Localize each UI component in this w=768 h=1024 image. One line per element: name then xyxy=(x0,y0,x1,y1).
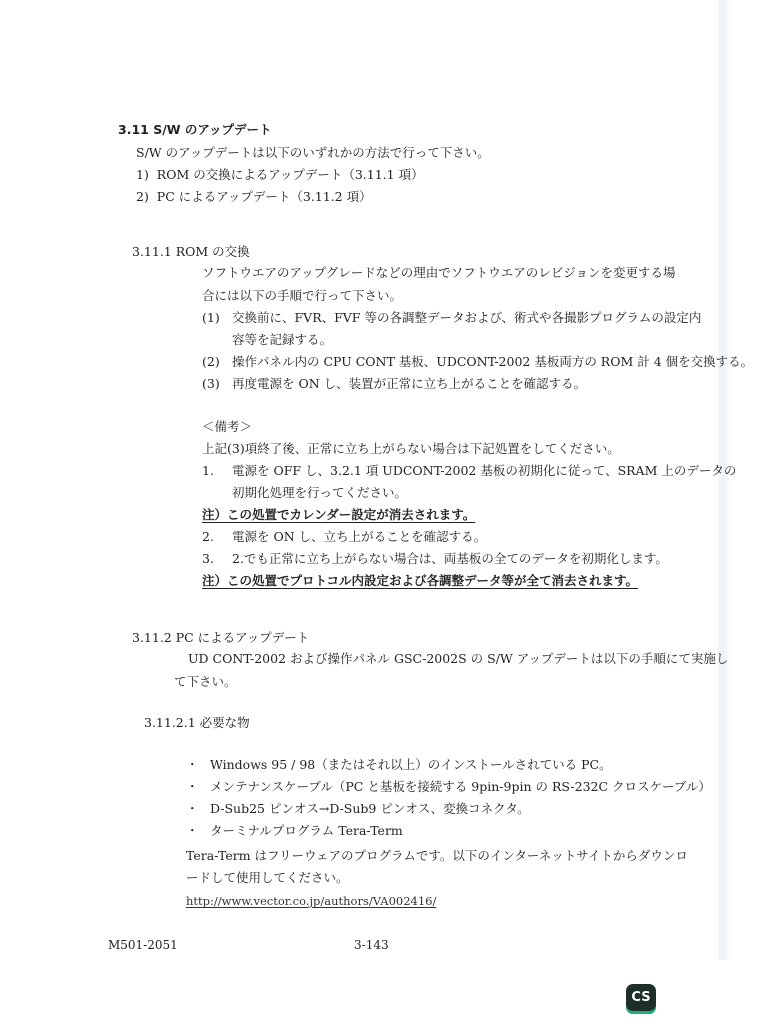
remark-1-num: 1. xyxy=(202,463,214,478)
method-1-text: ROM の交換によるアップデート（3.11.1 項） xyxy=(156,167,424,182)
scan-edge-shadow xyxy=(718,0,730,960)
download-url-link[interactable]: http://www.vector.co.jp/authors/VA002416/ xyxy=(186,894,437,908)
bullet-2: ・ xyxy=(186,779,199,794)
remark-2-num: 2. xyxy=(202,529,214,544)
section-intro: S/W のアップデートは以下のいずれかの方法で行って下さい。 xyxy=(136,145,490,160)
footer-doc-id: M501-2051 xyxy=(108,938,178,952)
pc-intro-line-1: UD CONT-2002 および操作パネル GSC-2002S の S/W アップデートは以下の手順にて実施し xyxy=(188,651,729,666)
rom-intro-line-2: 合には以下の手順で行って下さい。 xyxy=(202,288,403,303)
footer-page-number: 3-143 xyxy=(354,938,389,952)
method-2 xyxy=(136,189,372,205)
warning-note-calendar: 注）この処置でカレンダー設定が消去されます。 xyxy=(202,507,476,522)
bullet-4: ・ xyxy=(186,823,199,838)
required-item-cable: メンテナンスケーブル（PC と基板を接続する 9pin-9pin の RS-232C クロスケーブル） xyxy=(210,779,711,794)
required-item-pc: Windows 95 / 98（またはそれ以上）のインストールされている PC。 xyxy=(210,757,612,772)
rom-step-2-line-1: 操作パネル内の CPU CONT 基板、UDCONT-2002 基板両方の ROM 計 4 個を交換する。 xyxy=(232,354,754,369)
rom-title: 3.11.1 ROM の交換 xyxy=(132,244,250,259)
remarks-title: ＜備考＞ xyxy=(202,419,253,434)
rom-intro-line-1: ソフトウエアのアップグレードなどの理由でソフトウエアのレビジョンを変更する場 xyxy=(202,265,676,280)
rom-step-3-line-1: 再度電源を ON し、装置が正常に立ち上がることを確認する。 xyxy=(232,376,587,391)
rom-step-1-line-2: 容等を記録する。 xyxy=(232,332,333,347)
teraterm-line-2: ードして使用してください。 xyxy=(186,870,349,885)
required-item-connector: D-Sub25 ピンオス→D-Sub9 ピンオス、変換コネクタ。 xyxy=(210,801,530,816)
rom-step-2-num: (2) xyxy=(202,354,220,369)
remark-1-line-1: 電源を OFF し、3.2.1 項 UDCONT-2002 基板の初期化に従って、SRAM 上のデータの xyxy=(232,463,737,478)
remarks-intro: 上記(3)項終了後、正常に立ち上がらない場合は下記処置をしてください。 xyxy=(202,441,620,456)
required-items-title: 3.11.2.1 必要な物 xyxy=(144,715,250,730)
pc-title: 3.11.2 PC によるアップデート xyxy=(132,630,310,645)
camscanner-badge-icon: CS xyxy=(626,984,656,1014)
method-2-text: PC によるアップデート（3.11.2 項） xyxy=(156,189,372,204)
bullet-1: ・ xyxy=(186,757,199,772)
bullet-3: ・ xyxy=(186,801,199,816)
remark-1-line-2: 初期化処理を行ってください。 xyxy=(232,485,408,500)
method-1-num: 1) xyxy=(136,167,149,182)
warning-note-protocol: 注）この処置でプロトコル内設定および各調整データ等が全て消去されます。 xyxy=(202,573,639,588)
remark-2-text: 電源を ON し、立ち上がることを確認する。 xyxy=(232,529,487,544)
section-title: 3.11 S/W のアップデート xyxy=(118,122,272,137)
teraterm-line-1: Tera-Term はフリーウェアのプログラムです。以下のインターネットサイトからダウンロ xyxy=(186,848,688,863)
rom-step-3-num: (3) xyxy=(202,376,220,391)
rom-step-1-line-1: 交換前に、FVR、FVF 等の各調整データおよび、術式や各撮影プログラムの設定内 xyxy=(232,310,702,325)
rom-step-1-num: (1) xyxy=(202,310,220,325)
method-1 xyxy=(136,167,424,183)
pc-intro-line-2: て下さい。 xyxy=(174,674,237,689)
remark-3-num: 3. xyxy=(202,551,214,566)
method-2-num: 2) xyxy=(136,189,149,204)
required-item-teraterm: ターミナルプログラム Tera-Term xyxy=(210,823,403,838)
remark-3-text: 2.でも正常に立ち上がらない場合は、両基板の全てのデータを初期化します。 xyxy=(232,551,668,566)
